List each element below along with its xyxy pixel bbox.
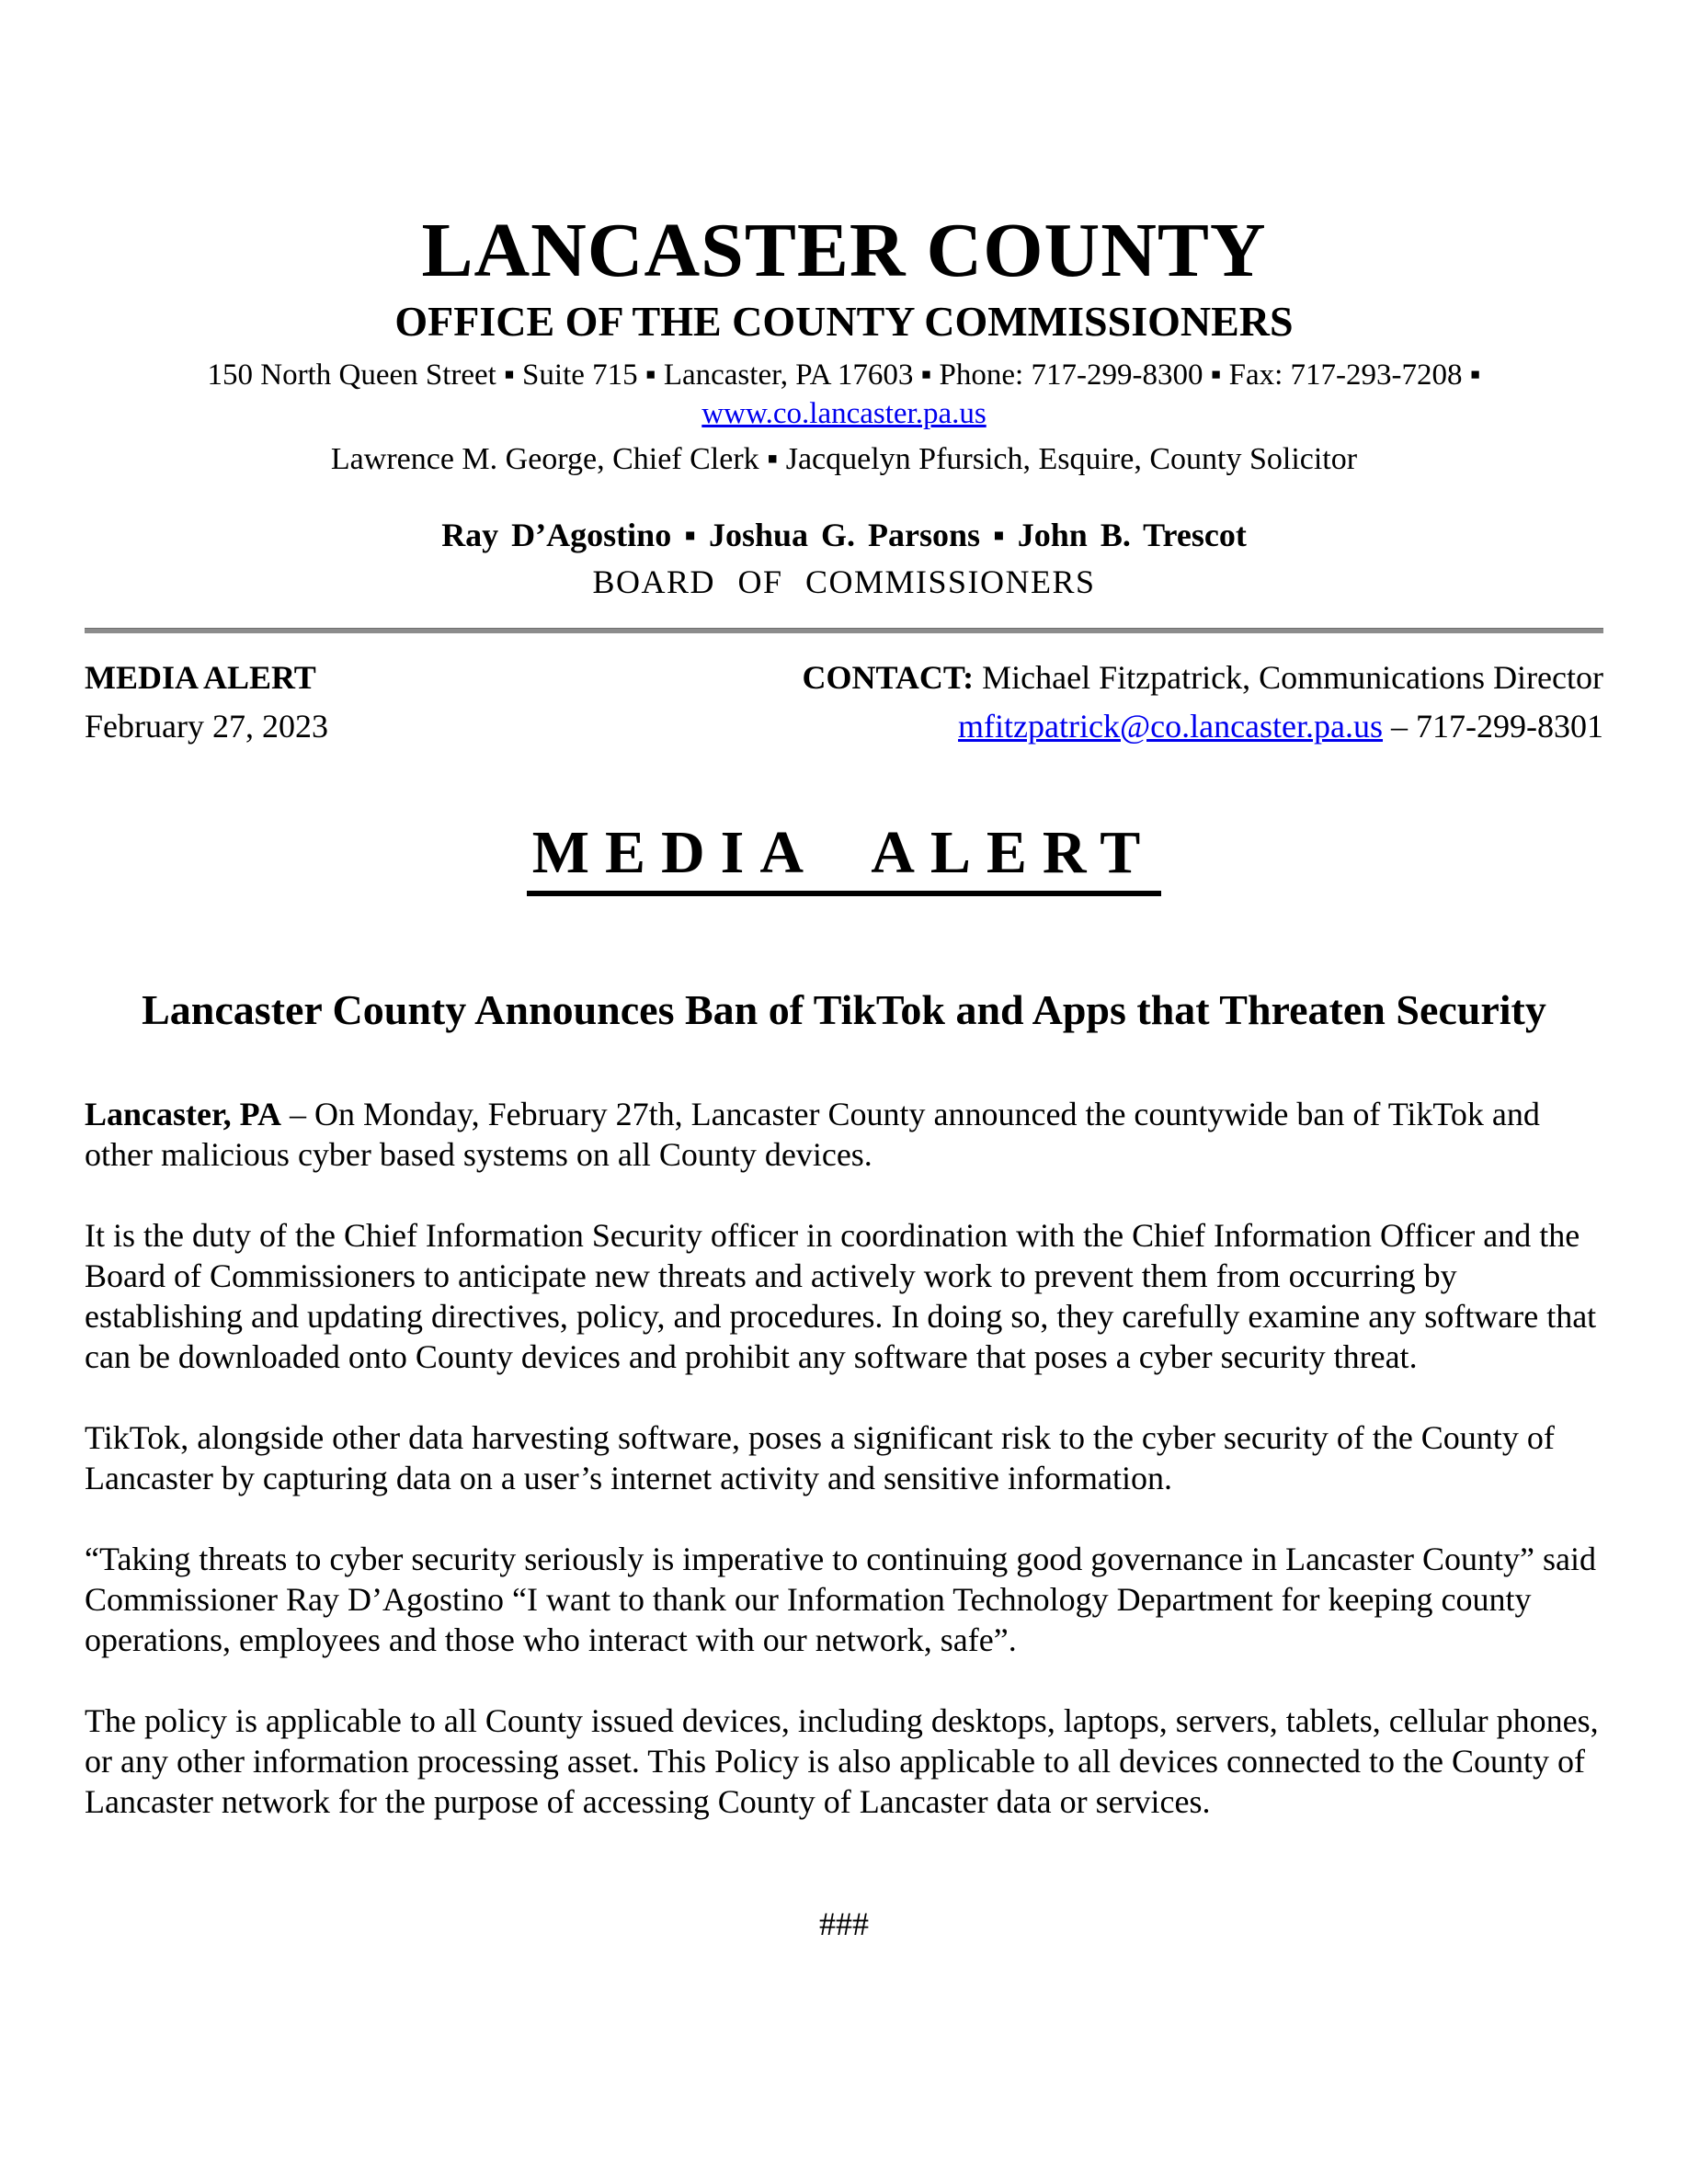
contact-line [803, 657, 1604, 699]
paragraph-3: TikTok, alongside other data harvesting software, poses a significant risk to the cyber security of the County of Lancaster by capturing data on a user’s internet activity and sensitive information. [85, 1419, 1555, 1497]
address-text: 150 North Queen Street ▪ Suite 715 ▪ Lancaster, PA 17603 ▪ Phone: 717-299-8300 ▪ Fax: 717-293-7208 ▪ [207, 358, 1481, 392]
paragraph-dateline [85, 1094, 1603, 1175]
alert-info-right [803, 657, 1604, 747]
contact-email-line [803, 706, 1604, 747]
commissioners-names: Ray D’Agostino ▪ Joshua G. Parsons ▪ John B. Trescot [441, 516, 1247, 553]
paragraph-4: “Taking threats to cyber security seriously is imperative to continuing good governance in Lancaster County” said Commissioner Ray D’Agostino “I want to thank our Information Technology Department for keeping county operations, employees and those who interact with our network, safe”. [85, 1541, 1597, 1659]
contact-phone: – 717-299-8301 [1383, 707, 1603, 745]
address-line [85, 356, 1603, 435]
board-label: BOARD OF COMMISSIONERS [592, 563, 1096, 600]
media-alert-heading-wrap [85, 818, 1603, 896]
office-subtitle: OFFICE OF THE COUNTY COMMISSIONERS [394, 297, 1294, 345]
end-mark: ### [819, 1905, 869, 1943]
alert-info-row [85, 657, 1603, 747]
website-link[interactable]: www.co.lancaster.pa.us [701, 397, 987, 431]
officials-line: Lawrence M. George, Chief Clerk ▪ Jacquelyn Pfursich, Esquire, County Solicitor [330, 442, 1358, 477]
dateline-location: Lancaster, PA [85, 1096, 281, 1133]
contact-label: CONTACT: [802, 658, 975, 696]
media-alert-heading: MEDIA ALERT [527, 823, 1162, 896]
release-date: February 27, 2023 [85, 707, 328, 745]
letterhead [85, 208, 1603, 602]
divider-rule [85, 628, 1603, 633]
paragraph-2: It is the duty of the Chief Information Security officer in coordination with the Chief Information Officer and the Board of Commissioners to anticipate new threats and actively work to prevent them from occurring by establishing and updating directives, policy, and procedures. In doing so, they carefully examine any software that can be downloaded onto County devices and prohibit any software that poses a cyber security threat. [85, 1217, 1597, 1376]
contact-name: Michael Fitzpatrick, Communications Director [974, 658, 1603, 696]
alert-info-left [85, 657, 328, 747]
paragraph-1-text: – On Monday, February 27th, Lancaster County announced the countywide ban of TikTok and other malicious cyber based systems on all County devices. [85, 1096, 1540, 1174]
release-headline: Lancaster County Announces Ban of TikTok and Apps that Threaten Security [142, 985, 1546, 1033]
paragraph-5: The policy is applicable to all County issued devices, including desktops, laptops, servers, tablets, cellular phones, or any other information processing asset. This Policy is also applicable to all devices connected to the County of Lancaster network for the purpose of accessing County of Lancaster data or services. [85, 1702, 1599, 1821]
contact-email-link[interactable]: mfitzpatrick@co.lancaster.pa.us [958, 707, 1384, 745]
org-name: LANCASTER COUNTY [421, 208, 1267, 293]
media-alert-label: MEDIA ALERT [85, 658, 316, 696]
